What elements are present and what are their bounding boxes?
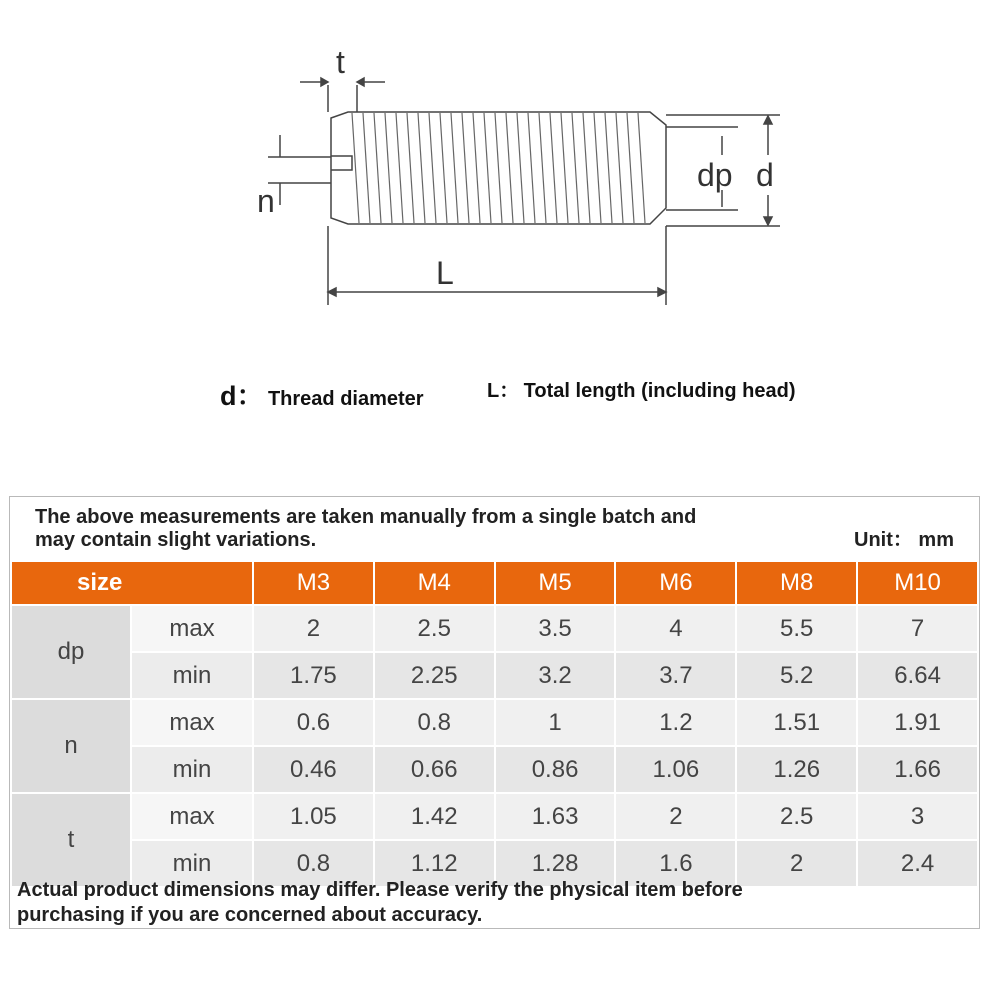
row-sub-label: max	[131, 699, 253, 746]
table-cell: 6.64	[857, 652, 978, 699]
unit-label: Unit： mm	[854, 529, 954, 551]
table-row	[11, 652, 978, 699]
table-cell: 1	[495, 699, 616, 746]
table-cell: 3	[857, 793, 978, 840]
row-group-label: dp	[11, 605, 131, 699]
size-column-header: M3	[253, 561, 374, 605]
dim-label-t: t	[336, 44, 345, 80]
table-cell: 1.6	[615, 840, 736, 887]
table-cell: 2.5	[736, 793, 857, 840]
table-cell: 1.42	[374, 793, 495, 840]
table-cell: 2	[736, 840, 857, 887]
dim-label-L: L	[436, 255, 454, 291]
legend-total-length	[487, 374, 796, 403]
table-cell: 1.63	[495, 793, 616, 840]
table-cell: 1.91	[857, 699, 978, 746]
size-column-header: M10	[857, 561, 978, 605]
screw-diagram	[0, 0, 1000, 360]
table-cell: 0.86	[495, 746, 616, 793]
table-cell: 1.26	[736, 746, 857, 793]
legend-thread-diameter	[220, 374, 424, 413]
table-cell: 1.75	[253, 652, 374, 699]
disclaimer-line: Actual product dimensions may differ. Please verify the physical item before	[17, 879, 743, 901]
measurement-note-line: The above measurements are taken manually from a single batch and	[35, 506, 697, 528]
dim-label-d: d	[756, 157, 774, 193]
table-cell: 2	[253, 605, 374, 652]
table-cell: 1.66	[857, 746, 978, 793]
legend-key: L：	[487, 380, 520, 402]
row-group-label: t	[11, 793, 131, 887]
table-cell: 1.12	[374, 840, 495, 887]
legend-text: Thread diameter	[267, 388, 424, 410]
table-cell: 1.06	[615, 746, 736, 793]
legend-text: Total length (including head)	[523, 380, 796, 402]
table-cell: 1.51	[736, 699, 857, 746]
measurement-note-line: may contain slight variations.	[35, 529, 317, 551]
table-cell: 0.8	[374, 699, 495, 746]
table-cell: 5.2	[736, 652, 857, 699]
disclaimer-line: purchasing if you are concerned about accuracy.	[17, 904, 483, 926]
table-row	[11, 793, 978, 840]
row-sub-label: max	[131, 605, 253, 652]
size-column-header: M6	[615, 561, 736, 605]
table-cell: 1.2	[615, 699, 736, 746]
row-sub-label: min	[131, 840, 253, 887]
table-cell: 0.46	[253, 746, 374, 793]
measurement-note	[35, 506, 696, 552]
table-cell: 2.25	[374, 652, 495, 699]
row-sub-label: min	[131, 652, 253, 699]
table-cell: 5.5	[736, 605, 857, 652]
row-sub-label: max	[131, 793, 253, 840]
table-cell: 1.28	[495, 840, 616, 887]
table-cell: 2.4	[857, 840, 978, 887]
table-cell: 7	[857, 605, 978, 652]
table-cell: 0.66	[374, 746, 495, 793]
table-cell: 1.05	[253, 793, 374, 840]
table-row	[11, 746, 978, 793]
table-row	[11, 699, 978, 746]
table-cell: 0.8	[253, 840, 374, 887]
dim-label-dp: dp	[697, 157, 733, 193]
table-row	[11, 605, 978, 652]
table-cell: 2	[615, 793, 736, 840]
table-header-row	[11, 561, 978, 605]
size-header: size	[11, 561, 253, 605]
row-sub-label: min	[131, 746, 253, 793]
dim-label-n: n	[257, 183, 275, 219]
legend-key: d：	[220, 381, 264, 411]
dimension-table	[10, 560, 979, 888]
table-cell: 2.5	[374, 605, 495, 652]
size-column-header: M8	[736, 561, 857, 605]
size-column-header: M5	[495, 561, 616, 605]
table-cell: 4	[615, 605, 736, 652]
size-column-header: M4	[374, 561, 495, 605]
table-cell: 0.6	[253, 699, 374, 746]
table-cell: 3.5	[495, 605, 616, 652]
row-group-label: n	[11, 699, 131, 793]
table-cell: 3.7	[615, 652, 736, 699]
spec-table-panel	[9, 496, 980, 929]
accuracy-disclaimer	[17, 878, 743, 928]
table-cell: 3.2	[495, 652, 616, 699]
